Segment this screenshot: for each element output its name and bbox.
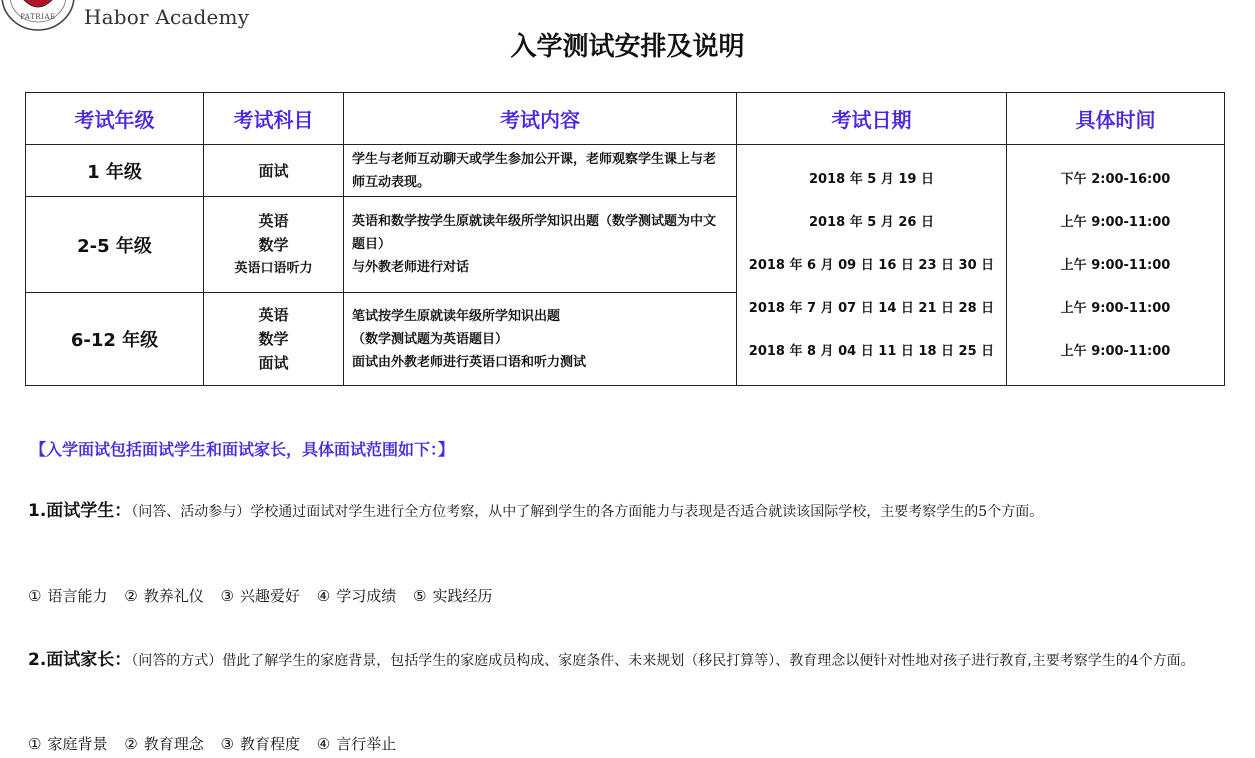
subject-item: 英语 <box>258 306 289 324</box>
section-parent-interview <box>28 641 1228 680</box>
content-cell <box>344 293 737 386</box>
dates-cell <box>737 145 1007 386</box>
content-cell <box>344 145 737 197</box>
date-item: 2018 年 8 月 04 日 11 日 18 日 25 日 <box>748 343 995 359</box>
section-count: 4 <box>1129 653 1139 669</box>
section-text: （问答的方式）借此了解学生的家庭背景，包括学生的家庭成员构成、家庭条件、未来规划（移民打算等）、教育理念以便针对性地对孩子进行教育,主要考察学生的 <box>131 653 1130 669</box>
subject-item: 面试 <box>258 354 289 372</box>
list-item: ① 家庭背景 <box>28 735 108 753</box>
student-criteria-list <box>28 585 504 606</box>
interview-notice: 【入学面试包括面试学生和面试家长，具体面试范围如下：】 <box>30 440 455 459</box>
subject-item: 英语 <box>258 211 289 230</box>
content-line: 笔试按学生原就读年级所学知识出题 <box>352 308 561 324</box>
section-text: （问答、活动参与）学校通过面试对学生进行全方位考察，从中了解到学生的各方面能力与表现是否适合就读该国际学校，主要考察学生的 <box>131 504 979 520</box>
subject-cell <box>204 197 344 293</box>
section-student-interview <box>28 492 1228 531</box>
content-line: 学生与老师互动聊天或学生参加公开课，老师观察学生课上与老师互动表现。 <box>352 151 717 190</box>
grade-cell: 1 年级 <box>26 145 204 197</box>
section-text-end: 个方面。 <box>1138 653 1195 669</box>
time-item: 上午 9:00-11:00 <box>1060 343 1171 359</box>
time-item: 上午 9:00-11:00 <box>1060 300 1171 316</box>
list-item: ③ 兴趣爱好 <box>220 587 300 605</box>
col-header-time: 具体时间 <box>1007 93 1225 145</box>
table-row <box>26 145 1225 197</box>
col-header-grade: 考试年级 <box>26 93 204 145</box>
times-cell <box>1007 145 1225 386</box>
list-item: ③ 教育程度 <box>220 735 300 753</box>
list-item: ④ 言行举止 <box>316 735 397 753</box>
section-count: 5 <box>978 504 988 520</box>
subject-item: 数学 <box>258 330 289 348</box>
subject-cell <box>204 293 344 386</box>
parent-criteria-list <box>28 733 408 754</box>
date-item: 2018 年 5 月 19 日 <box>809 171 934 187</box>
section-heading: 2.面试家长： <box>28 650 132 670</box>
col-header-content: 考试内容 <box>344 93 737 145</box>
list-item: ② 教养礼仪 <box>124 587 204 605</box>
list-item: ⑤ 实践经历 <box>413 587 493 605</box>
content-cell <box>344 197 737 293</box>
section-heading: 1.面试学生： <box>28 501 132 521</box>
col-header-date: 考试日期 <box>737 93 1007 145</box>
table-header-row <box>26 93 1225 145</box>
subject-cell <box>204 145 344 197</box>
time-item: 上午 9:00-11:00 <box>1060 214 1171 230</box>
schedule-table <box>25 92 1225 386</box>
grade-cell: 6-12 年级 <box>26 293 204 386</box>
brand-name: Habor Academy <box>84 5 250 29</box>
page-title: 入学测试安排及说明 <box>510 32 745 62</box>
content-line: 英语和数学按学生原就读年级所学知识出题（数学测试题为中文题目） <box>352 214 717 252</box>
col-header-subject: 考试科目 <box>204 93 344 145</box>
date-item: 2018 年 6 月 09 日 16 日 23 日 30 日 <box>748 257 995 273</box>
date-item: 2018 年 5 月 26 日 <box>809 214 934 230</box>
subject-item: 英语口语听力 <box>234 260 313 276</box>
date-item: 2018 年 7 月 07 日 14 日 21 日 28 日 <box>748 300 995 316</box>
content-line: （数学测试题为英语题目） <box>352 331 509 347</box>
subject-item: 面试 <box>258 161 289 180</box>
svg-text:PATRIAE: PATRIAE <box>20 13 56 21</box>
list-item: ② 教育理念 <box>124 735 204 753</box>
grade-cell: 2-5 年级 <box>26 197 204 293</box>
list-item: ④ 学习成绩 <box>316 587 397 605</box>
content-line: 面试由外教老师进行英语口语和听力测试 <box>352 354 587 370</box>
time-item: 上午 9:00-11:00 <box>1060 257 1171 273</box>
content-line: 与外教老师进行对话 <box>352 260 470 275</box>
subject-item: 数学 <box>258 235 289 254</box>
list-item: ① 语言能力 <box>28 587 108 605</box>
time-item: 下午 2:00-16:00 <box>1060 171 1171 187</box>
section-text-end: 个方面。 <box>987 504 1044 520</box>
